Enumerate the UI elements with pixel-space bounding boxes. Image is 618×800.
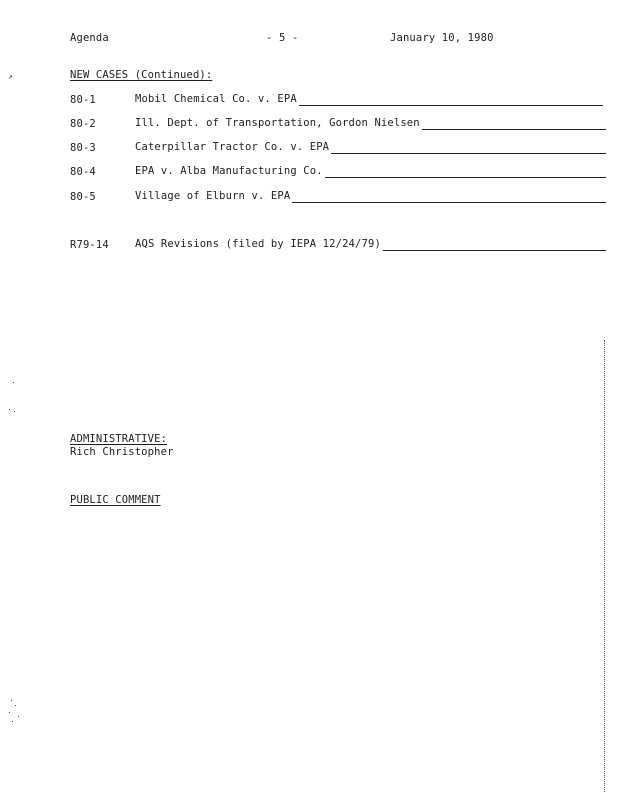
- blank-line: [292, 191, 606, 203]
- scan-speck: [15, 705, 16, 706]
- administrative-name: Rich Christopher: [70, 446, 174, 458]
- scan-speck: [18, 716, 19, 717]
- regulatory-number: R79-14: [70, 239, 109, 251]
- administrative-heading: ADMINISTRATIVE:: [70, 433, 168, 445]
- case-title: EPA v. Alba Manufacturing Co.: [135, 165, 323, 177]
- case-title: Village of Elburn v. EPA: [135, 190, 291, 202]
- case-row: [135, 164, 606, 178]
- scan-speck: [9, 409, 10, 410]
- case-number: 80-2: [70, 118, 96, 130]
- regulatory-title: AQS Revisions (filed by IEPA 12/24/79): [135, 238, 381, 250]
- scan-speck: [12, 721, 13, 722]
- regulatory-row: [135, 237, 606, 251]
- case-number: 80-5: [70, 191, 96, 203]
- scan-edge-line: [604, 340, 605, 792]
- case-title: Ill. Dept. of Transportation, Gordon Nielsen: [135, 117, 420, 129]
- scan-speck: [13, 382, 14, 383]
- case-number: 80-4: [70, 166, 96, 178]
- case-row: [135, 189, 606, 203]
- case-row: [135, 116, 606, 130]
- case-number: 80-1: [70, 94, 96, 106]
- scan-speck: [14, 411, 15, 412]
- page-number: - 5 -: [266, 32, 299, 44]
- case-row: [135, 92, 603, 106]
- case-title: Caterpillar Tractor Co. v. EPA: [135, 141, 330, 153]
- blank-line: [299, 94, 603, 106]
- scan-mark: ↗: [8, 72, 13, 81]
- case-title: Mobil Chemical Co. v. EPA: [135, 93, 297, 105]
- scan-speck: [9, 712, 10, 713]
- case-row: [135, 140, 606, 154]
- header-date: January 10, 1980: [390, 32, 494, 44]
- public-comment-heading: PUBLIC COMMENT: [70, 494, 161, 506]
- scan-speck: [11, 700, 12, 701]
- blank-line: [422, 118, 606, 130]
- blank-line: [331, 142, 606, 154]
- new-cases-heading: NEW CASES (Continued):: [70, 69, 213, 81]
- case-number: 80-3: [70, 142, 96, 154]
- header-left: Agenda: [70, 32, 109, 44]
- blank-line: [383, 239, 606, 251]
- blank-line: [325, 166, 606, 178]
